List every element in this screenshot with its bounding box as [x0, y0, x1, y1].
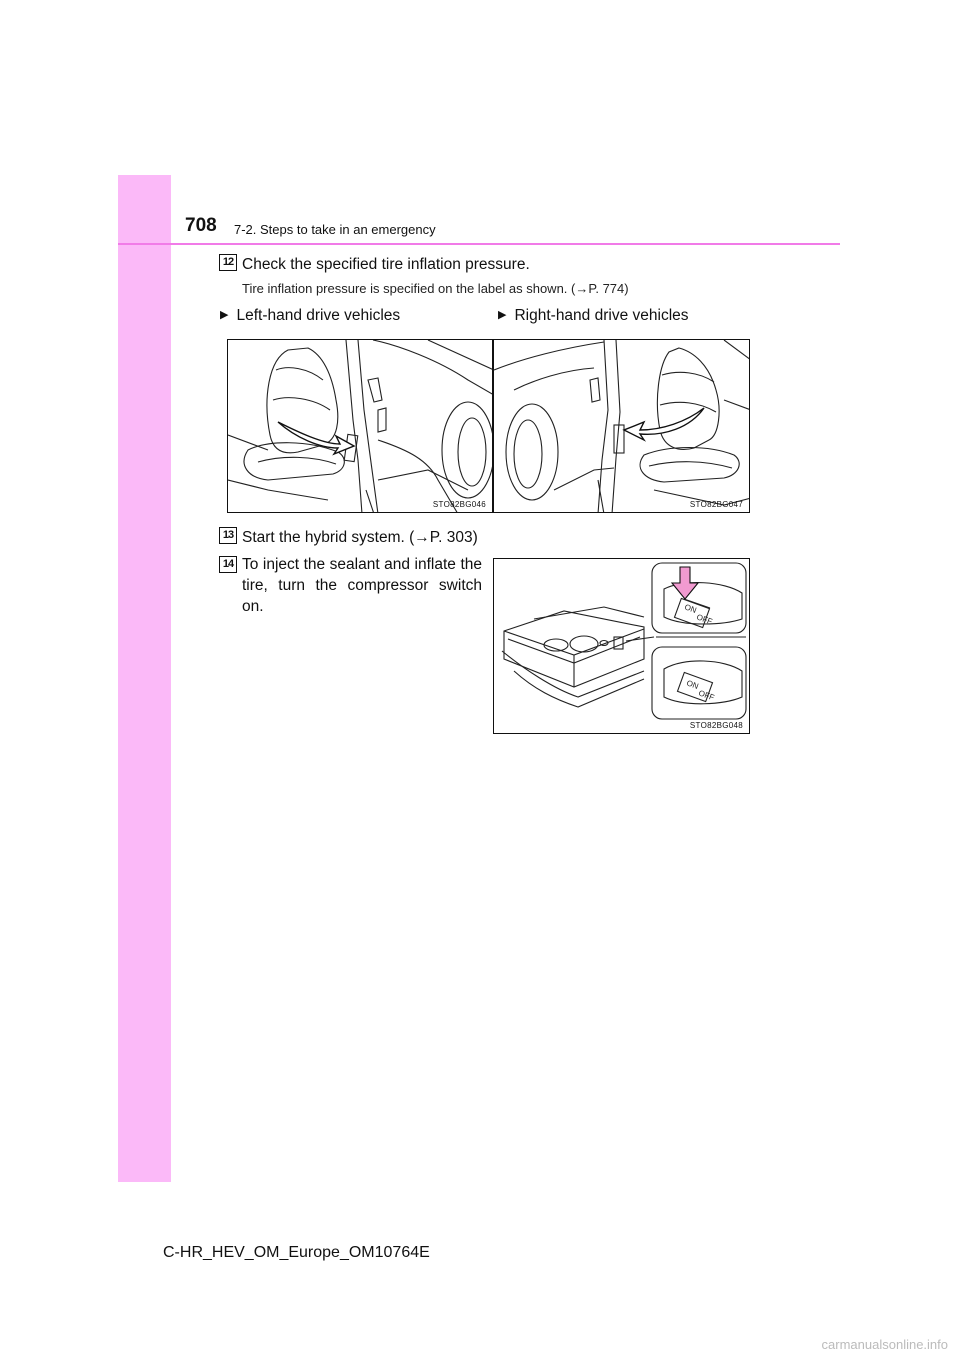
car-door-illustration-rhd	[494, 340, 750, 513]
figure-code-compressor: STO82BG048	[689, 721, 743, 730]
section-title: 7-2. Steps to take in an emergency	[234, 222, 436, 237]
switch-off-label-bottom: OFF	[697, 688, 716, 703]
page-number: 708	[185, 215, 217, 236]
step-14-badge: 14	[219, 556, 237, 573]
figure-right-hand-drive	[493, 339, 750, 513]
step-12-note: Tire inflation pressure is specified on the label as shown. (→P. 774)	[242, 281, 629, 296]
figure-code-lhd: STO82BG046	[432, 500, 486, 509]
triangle-right-icon: ▶	[220, 309, 229, 321]
variant-right-hand	[498, 307, 689, 325]
sidebar-tab	[118, 175, 171, 1182]
figure-compressor-switch	[493, 558, 750, 734]
header-divider	[118, 243, 840, 245]
step-12-text: Check the specified tire inflation pressure.	[242, 256, 530, 273]
switch-off-label-top: OFF	[695, 612, 714, 627]
car-door-illustration-lhd	[228, 340, 493, 513]
variant-right-hand-label: Right-hand drive vehicles	[514, 307, 689, 324]
triangle-right-icon: ▶	[498, 309, 507, 321]
figure-code-rhd: STO82BG047	[689, 500, 743, 509]
watermark: carmanualsonline.info	[821, 1337, 948, 1352]
document-code: C-HR_HEV_OM_Europe_OM10764E	[163, 1244, 430, 1261]
step-12-badge: 12	[219, 254, 237, 271]
figure-left-hand-drive	[227, 339, 493, 513]
step-13-badge: 13	[219, 527, 237, 544]
press-arrow-icon	[672, 567, 698, 599]
variant-left-hand-label: Left-hand drive vehicles	[236, 307, 401, 324]
step-13-text: Start the hybrid system. (→P. 303)	[242, 529, 478, 546]
compressor-illustration	[494, 559, 750, 734]
switch-on-label-top: ON	[683, 602, 698, 615]
step-14-text: To inject the sealant and inflate the tire, turn the compressor switch on.	[242, 556, 482, 615]
switch-on-label-bottom: ON	[685, 678, 700, 691]
variant-left-hand	[220, 307, 400, 325]
